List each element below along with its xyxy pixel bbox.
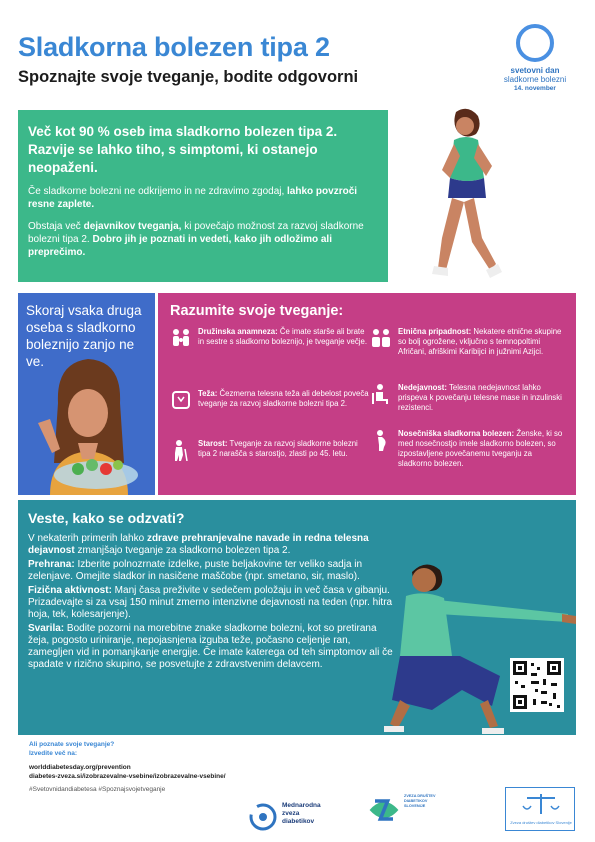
action-activity: [28, 585, 394, 621]
risk-ethnic-text: Nekatere etnične skupine so bolj ogrožene, vključno s temnopoltimi Afričani, afriškimi Karibijci in južnimi Azijci.: [398, 327, 562, 356]
idf-text: [282, 802, 321, 826]
risk-weight: [170, 389, 370, 431]
world-diabetes-day-logo: [494, 24, 576, 93]
footer-link-zveza[interactable]: diabetes-zveza.si/izobrazevalne-vsebine/izobrazevalne-vsebine/: [29, 773, 226, 780]
wdd-line-2: sladkorne bolezni: [503, 75, 567, 84]
risk-age-label: Starost:: [198, 439, 228, 448]
idf-line-2: zveza: [282, 810, 300, 817]
ministry-text: Zveza društev diabetikov Slovenije: [510, 820, 572, 825]
wdd-line-1: svetovni dan: [510, 66, 560, 75]
blue-circle-icon: [516, 24, 554, 62]
diet-label: Prehrana:: [28, 559, 75, 570]
risk-weight-text: Čezmerna telesna teža ali debelost poveča tveganje za razvoj sladkorne bolezni tipa 2.: [198, 389, 369, 408]
risk-age: [170, 439, 370, 479]
zveza-emblem-icon: [366, 792, 402, 828]
intro-p2-a: Obstaja več: [28, 221, 84, 232]
action-diet: [28, 559, 394, 583]
callout-text: Skoraj vsaka druga oseba s sladkorno boleznijo zanjo ne ve.: [26, 303, 142, 369]
poster-title: Sladkorna bolezen tipa 2: [18, 32, 330, 62]
risk-weight-label: Teža:: [198, 389, 218, 398]
zveza-text: ZVEZA DRUŠTEV DIABETIKOV SLOVENIJE: [404, 794, 436, 808]
wdd-line-3: 14. november: [514, 85, 556, 92]
activity-label: Fizična aktivnost:: [28, 585, 112, 596]
risk-pregnancy: [370, 429, 566, 489]
sitting-person-icon: [370, 383, 392, 405]
ministry-logo: [505, 787, 575, 831]
footer-question: Ali poznate svoje tveganje?: [29, 741, 115, 748]
intro-paragraph-1: [28, 185, 374, 211]
risk-family-label: Družinska anamneza:: [198, 327, 278, 336]
warning-label: Svarila:: [28, 623, 65, 634]
family-icon: [170, 327, 192, 349]
action-title: Veste, kako se odzvati?: [28, 510, 185, 526]
idf-line-1: Mednarodna: [282, 802, 321, 809]
ethnicity-icon: [370, 327, 392, 349]
zveza-logo: [366, 790, 446, 830]
risk-inactivity-label: Nedejavnost:: [398, 383, 447, 392]
risk-title: Razumite svoje tveganje:: [170, 303, 344, 319]
risk-ethnic-label: Etnična pripadnost:: [398, 327, 472, 336]
qr-code[interactable]: [510, 658, 564, 712]
elderly-person-icon: [170, 439, 192, 461]
poster-header: [18, 32, 488, 87]
warning-text: Bodite pozorni na morebitne znake sladkorne bolezni, kot so pretirana žeja, pogosto uriniranje, nepojasnjena izguba teže, počasno celjenje ran, zamegljen vid in pomanjkanje energije. Če imate katerega od teh simptomov ali če spadate v rizično skupino, se posvetujte z zdravstvenim delavcem.: [28, 623, 393, 670]
idf-line-3: diabetikov: [282, 818, 315, 825]
footer-hashtags: #Svetovnidandiabetesa #Spoznajsvojetveganje: [29, 786, 166, 793]
idf-logo: [248, 802, 340, 836]
intro-p1-bold: lahko povzroči resne zaplete.: [28, 186, 358, 210]
callout-panel: [18, 293, 155, 495]
footer-prompt: Izvedite več na:: [29, 750, 78, 757]
action-warning: [28, 623, 394, 671]
scales-icon: [521, 792, 561, 816]
intro-lead: Več kot 90 % oseb ima sladkorno bolezen tipa 2. Razvije se lahko tiho, s simptomi, ki ostanejo neopaženi.: [28, 124, 338, 175]
intro-p2-d: Dobro jih je poznati in vedeti, kako jih odložimo ali preprečimo.: [28, 234, 332, 258]
action-intro-a: V nekaterih primerih lahko: [28, 533, 147, 544]
risk-family: [170, 327, 370, 373]
scale-icon: [170, 389, 192, 411]
risk-inactivity-text: Telesna nedejavnost lahko prispeva k povečanju telesne mase in inzulinski rezistenci.: [398, 383, 562, 412]
risk-ethnic: [370, 327, 566, 377]
intro-paragraph-2: [28, 220, 374, 259]
risk-pregnancy-text: Ženske, ki so med nosečnostjo imele sladkorno bolezen, so izpostavljene povečanemu tveganju za sladkorno bolezen.: [398, 429, 563, 468]
idf-swirl-icon: [248, 802, 278, 832]
pregnant-woman-icon: [370, 429, 392, 451]
footer-link-wdd[interactable]: worlddiabetesday.org/prevention: [29, 764, 131, 771]
intro-panel: [18, 110, 388, 282]
activity-text: Manj časa preživite v sedečem položaju in več časa v gibanju. Prizadevajte si za vsaj 150 minut zmerno intenzivne dejavnosti na teden (npr. hitra hoja, tek, kolesarjenje).: [28, 585, 393, 620]
risk-panel: [158, 293, 576, 495]
risk-pregnancy-label: Nosečniška sladkorna bolezen:: [398, 429, 515, 438]
intro-p1-text: Če sladkorne bolezni ne odkrijemo in ne zdravimo zgodaj,: [28, 186, 288, 197]
action-intro: [28, 533, 394, 557]
action-intro-c: zmanjšajo tveganje za sladkorno bolezen tipa 2.: [74, 545, 291, 556]
intro-p2-b: dejavnikov tveganja,: [83, 221, 182, 232]
action-intro-b: zdrave prehranjevalne navade in redna telesna dejavnost: [28, 533, 369, 556]
intro-p2-c: ki povečajo možnost za razvoj sladkorne bolezni tipa 2.: [28, 221, 364, 245]
runner-illustration: [418, 104, 506, 292]
poster-subtitle: Spoznajte svoje tveganje, bodite odgovorni: [18, 68, 359, 86]
risk-family-text: Če imate starše ali brate in sestre s sladkorno boleznijo, je tveganje večje.: [198, 327, 368, 346]
diet-text: Izberite polnozrnate izdelke, puste beljakovine ter veliko sadja in zelenjave. Omejite sladkor in nasičene maščobe (npr. smetano, sir, maslo).: [28, 559, 363, 582]
qr-code-icon: [513, 661, 561, 709]
risk-age-text: Tveganje za razvoj sladkorne bolezni tipa 2 narašča s starostjo, zlasti po 45. letu.: [198, 439, 358, 458]
footer: [29, 740, 289, 794]
risk-inactivity: [370, 383, 566, 423]
